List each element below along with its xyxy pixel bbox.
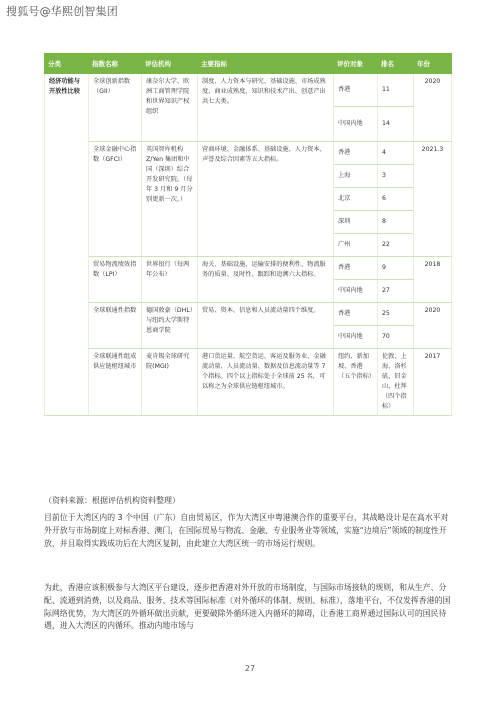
indicators-cell: 港口货运量、航空货运、客运及服务业、金融流动量、人员流动量、数据及信息流动量等 7 个指标。四个以上指标处于全球前 25 名，可以称之为全球供应链枢纽城市。 <box>198 349 334 416</box>
year-cell: 2020 <box>414 303 452 349</box>
indicators-cell: 营商环境、金融体系、基础设施、人力资本、声誉及综合因素等五大指标。 <box>198 142 334 257</box>
header-rank: 排名 <box>378 54 414 74</box>
header-year: 年份 <box>414 54 452 74</box>
indicators-cell: 海关、基础设施、运输安排的便利性、物流服务的质量、及时性、跟踪和追溯六大指标。 <box>198 257 334 303</box>
region-cell: 香港 <box>334 303 378 326</box>
rank-cell: 6 <box>378 188 414 211</box>
organization-cell: 世界银行（每两年公布） <box>142 257 198 303</box>
year-cell: 2021.3 <box>414 142 452 257</box>
table-row <box>45 74 452 107</box>
rank-cell: 14 <box>378 107 414 142</box>
index-name-cell: 全球创新指数（GII） <box>89 74 142 142</box>
rank-cell: 8 <box>378 211 414 234</box>
region-cell: 广州 <box>334 234 378 257</box>
watermark: 搜狐号@华熙创智集团 <box>6 5 118 18</box>
year-cell: 2020 <box>414 74 452 142</box>
year-cell: 2018 <box>414 257 452 303</box>
index-name-cell: 全球金融中心指数（GFCI） <box>89 142 142 257</box>
index-comparison-table <box>44 53 452 416</box>
organization-cell: 康奈尔大学、欧洲工商管理学院和世界知识产权组织 <box>142 74 198 142</box>
header-category: 分类 <box>45 54 89 74</box>
region-cell: 香港 <box>334 257 378 280</box>
rank-cell: 3 <box>378 165 414 188</box>
rank-cell: 25 <box>378 303 414 326</box>
table-row <box>45 142 452 165</box>
index-name-cell: 全球联通性指数 <box>89 303 142 349</box>
region-cell: 纽约、新加坡、香港（五个指标） <box>334 349 378 416</box>
body-paragraph-1: 目前位于大湾区内的 3 个中国（广东）自由贸易区，作为大湾区中粤港澳合作的重要平台，其战略设计是在高水平对外开放与市场制度上对标香港、澳门，在国际贸易与物流、金融、专业服务业等领域，实施“边境后”领域的制度性开放，并且取得实践成功后在大湾区复制，由此建立大湾区统一的市场运行规则。 <box>44 513 449 548</box>
table-row <box>45 349 452 416</box>
body-paragraph-2: 为此，香港应该积极参与大湾区平台建设，逐步把香港对外开放的市场制度，与国际市场接轨的规则，和从生产、分配、流通到消费，以及商品、服务、技术等国际标准（对外循环的体制、规则、标准），落地平台，不仅发挥香港的国际网络优势，为大湾区的外循环做出贡献，更要破除外循环进入内循环的障碍，让香港工商界通过国际认可的国民待遇，进入大湾区的内循环。推动内地市场与 <box>44 583 451 631</box>
year-cell: 2017 <box>414 349 452 416</box>
region-cell: 上海 <box>334 165 378 188</box>
region-cell: 香港 <box>334 74 378 107</box>
organization-cell: 德国敦豪（DHL）与纽约大学斯特恩商学院 <box>142 303 198 349</box>
organization-cell: 英国智库机构Z/Yen 集团和中国（深圳）综合开发研究院。（每年 3 月和 9 月分别更新一次。） <box>142 142 198 257</box>
table-source-note: （资料来源：根据评估机构资料整理） <box>44 496 180 505</box>
indicators-cell: 贸易、资本、信息和人员流动量四个维度。 <box>198 303 334 349</box>
rank-cell: 22 <box>378 234 414 257</box>
region-cell: 中国内地 <box>334 326 378 349</box>
rank-cell: 9 <box>378 257 414 280</box>
organization-cell: 麦肯锡全球研究院(MGI) <box>142 349 198 416</box>
region-cell: 中国内地 <box>334 280 378 303</box>
indicators-cell: 制度、人力资本与研究、基础设施、市场成熟度、商业成熟度、知识和技术产出、创意产出共七大类。 <box>198 74 334 142</box>
table-header-row <box>45 54 452 74</box>
region-cell: 香港 <box>334 142 378 165</box>
category-cell: 经济功能与开放性比较 <box>45 74 89 416</box>
rank-cell: 11 <box>378 74 414 107</box>
header-region: 评价对象 <box>334 54 378 74</box>
header-index-name: 指数名称 <box>89 54 142 74</box>
rank-cell: 27 <box>378 280 414 303</box>
region-cell: 中国内地 <box>334 107 378 142</box>
index-name-cell: 全球联通性组成供应链枢纽城市 <box>89 349 142 416</box>
rank-cell: 4 <box>378 142 414 165</box>
table-row <box>45 303 452 326</box>
page-number: 27 <box>244 664 256 673</box>
rank-cell: 70 <box>378 326 414 349</box>
rank-cell: 伦敦、上海、洛杉矶、旧金山、杜拜（四个指标） <box>378 349 414 416</box>
region-cell: 北京 <box>334 188 378 211</box>
index-name-cell: 贸易物流绩效指数（LPI） <box>89 257 142 303</box>
region-cell: 深圳 <box>334 211 378 234</box>
table-row <box>45 257 452 280</box>
header-indicators: 主要指标 <box>198 54 334 74</box>
header-organization: 评估机构 <box>142 54 198 74</box>
